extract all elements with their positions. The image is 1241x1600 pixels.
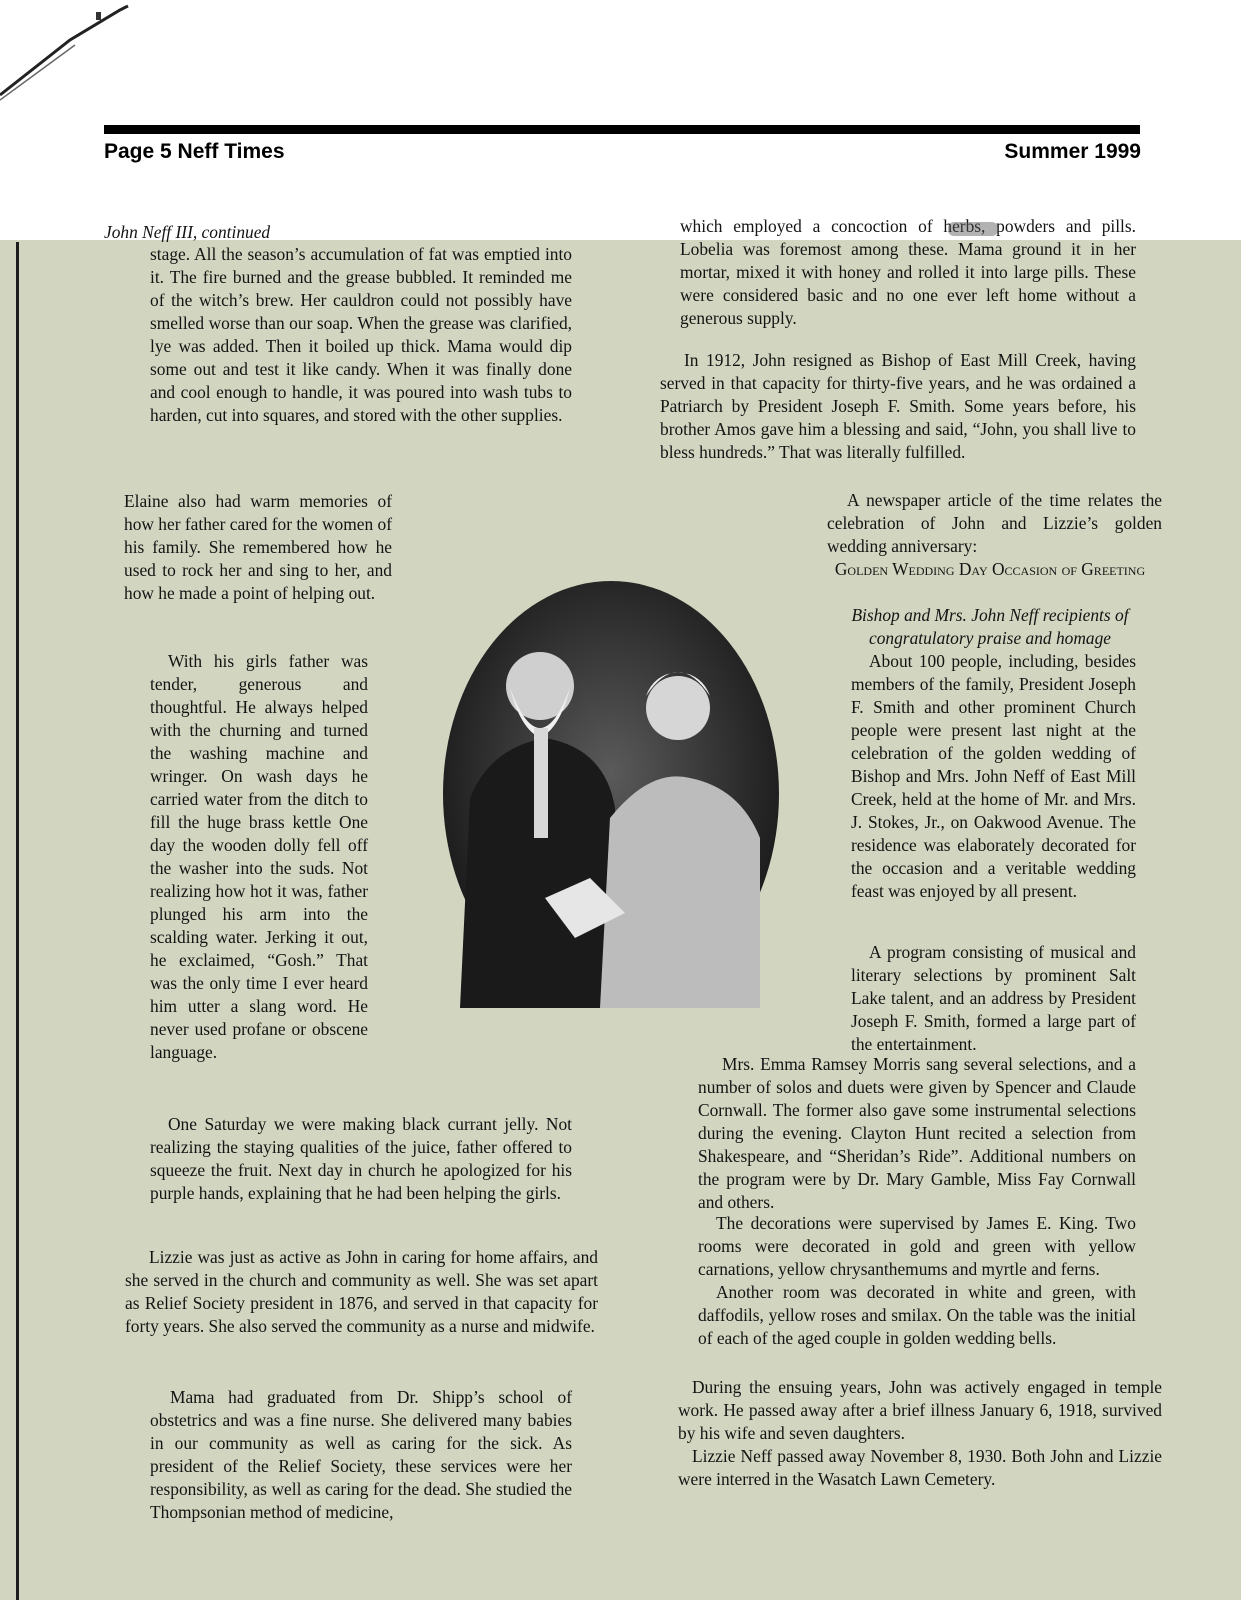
paragraph-patriarch: In 1912, John resigned as Bishop of East Mill Creek, having served in that capacity for thirty-five years, and he was ordained a Patriarch by President Joseph F. Smith. Some years before, his brother Amos gave him a blessing and said, “John, you shall live to bless hundreds.” That was literally fulfilled. [660,350,1136,462]
portrait-photo-icon [440,578,782,1010]
paragraph-soap: stage. All the season’s accumulation of fat was emptied into it. The fire burned and the grease bubbled. It reminded me of the witch’s brew. Her cauldron could not possibly have smelled worse than our soap. When the grease was clarified, lye was added. Then it boiled up thick. Mama would dip some out and test it like candy. When it was finally done and cool enough to handle, it was poured into wash tubs to harden, cut into squares, and stored with the other supplies. [150,244,572,425]
page-title: Page 5 Neff Times [104,140,285,163]
paragraph-another-room: Another room was decorated in white and green, with daffodils, yellow roses and smilax. On the table was the initial of each of the aged couple in golden wedding bells. [698,1282,1136,1348]
paragraph-temple-work: During the ensuing years, John was actively engaged in temple work. He passed away after a brief illness January 6, 1918, survived by his wife and seven daughters. [678,1377,1162,1443]
paragraph-music: Mrs. Emma Ramsey Morris sang several selections, and a number of solos and duets were given by Spencer and Claude Cornwall. The former also gave some instrumental selections during the evening. Clayton Hunt recited a selection from Shakespeare, and “Sheridan’s Ride”. Additional numbers on the program were by Dr. Mary Gamble, Miss Fay Cornwall and others. [698,1054,1136,1212]
article-subhead: Bishop and Mrs. John Neff recipients of congratulatory praise and homage [851,605,1129,648]
scan-smudge [948,222,998,236]
paragraph-herbs: which employed a concoction of herbs, powders and pills. Lobelia was foremost among these. Mama ground it in her mortar, mixed it with honey and rolled it into large pills. These were considered basic and no one ever left home without a generous supply. [680,216,1136,328]
paragraph-program: A program consisting of musical and literary selections by prominent Salt Lake talent, and an address by President Joseph F. Smith, formed a large part of the entertainment. [851,942,1136,1054]
paragraph-newspaper-intro: A newspaper article of the time relates the celebration of John and Lizzie’s golden wedding anniversary: [827,490,1162,556]
page-edge-shadow [16,242,19,1600]
paragraph-elaine: Elaine also had warm memories of how her father cared for the women of his family. She remembered how he used to rock her and sing to her, and how he made a point of helping out. [124,491,392,603]
header-rule [104,125,1140,134]
paragraph-anniversary: About 100 people, including, besides members of the family, President Joseph F. Smith and other prominent Church people were present last night at the celebration of the golden wedding of Bishop and Mrs. John Neff of East Mill Creek, held at the home of Mr. and Mrs. J. Stokes, Jr., on Oakwood Avenue. The residence was elaborately decorated for the occasion and a veritable wedding feast was enjoyed by all present. [851,651,1136,901]
paragraph-lizzie: Lizzie was just as active as John in caring for home affairs, and she served in the church and community as well. She was set apart as Relief Society president in 1876, and served in that capacity for forty years. She also served the community as a nurse and midwife. [125,1247,598,1336]
continued-label: John Neff III, continued [104,222,271,242]
paragraph-decorations: The decorations were supervised by James E. King. Two rooms were decorated in gold and green with yellow carnations, yellow chrysanthemums and myrtle and ferns. [698,1213,1136,1279]
article-headline: Golden Wedding Day Occasion of Greeting [834,559,1146,579]
paragraph-jelly: One Saturday we were making black currant jelly. Not realizing the staying qualities of the juice, father offered to squeeze the fruit. Next day in church he apologized for his purple hands, explaining that he had been helping the girls. [150,1114,572,1203]
issue-date: Summer 1999 [1004,140,1141,163]
scan-fold-mark [0,0,130,110]
paragraph-lizzie-death: Lizzie Neff passed away November 8, 1930. Both John and Lizzie were interred in the Wasatch Lawn Cemetery. [678,1446,1162,1489]
paragraph-father: With his girls father was tender, generous and thoughtful. He always helped with the churning and turned the washing machine and wringer. On wash days he carried water from the ditch to fill the huge brass kettle One day the wooden dolly fell off the washer into the suds. Not realizing how hot it was, father plunged his arm into the scalding water. Jerking it out, he exclaimed, “Gosh.” That was the only time I ever heard him utter a slang word. He never used profane or obscene language. [150,651,368,1062]
paragraph-mama-nurse: Mama had graduated from Dr. Shipp’s school of obstetrics and was a fine nurse. She delivered many babies in our community as well as caring for the sick. As president of the Relief Society, these services were her responsibility, as well as caring for the dead. She studied the Thompsonian method of medicine, [150,1387,572,1522]
